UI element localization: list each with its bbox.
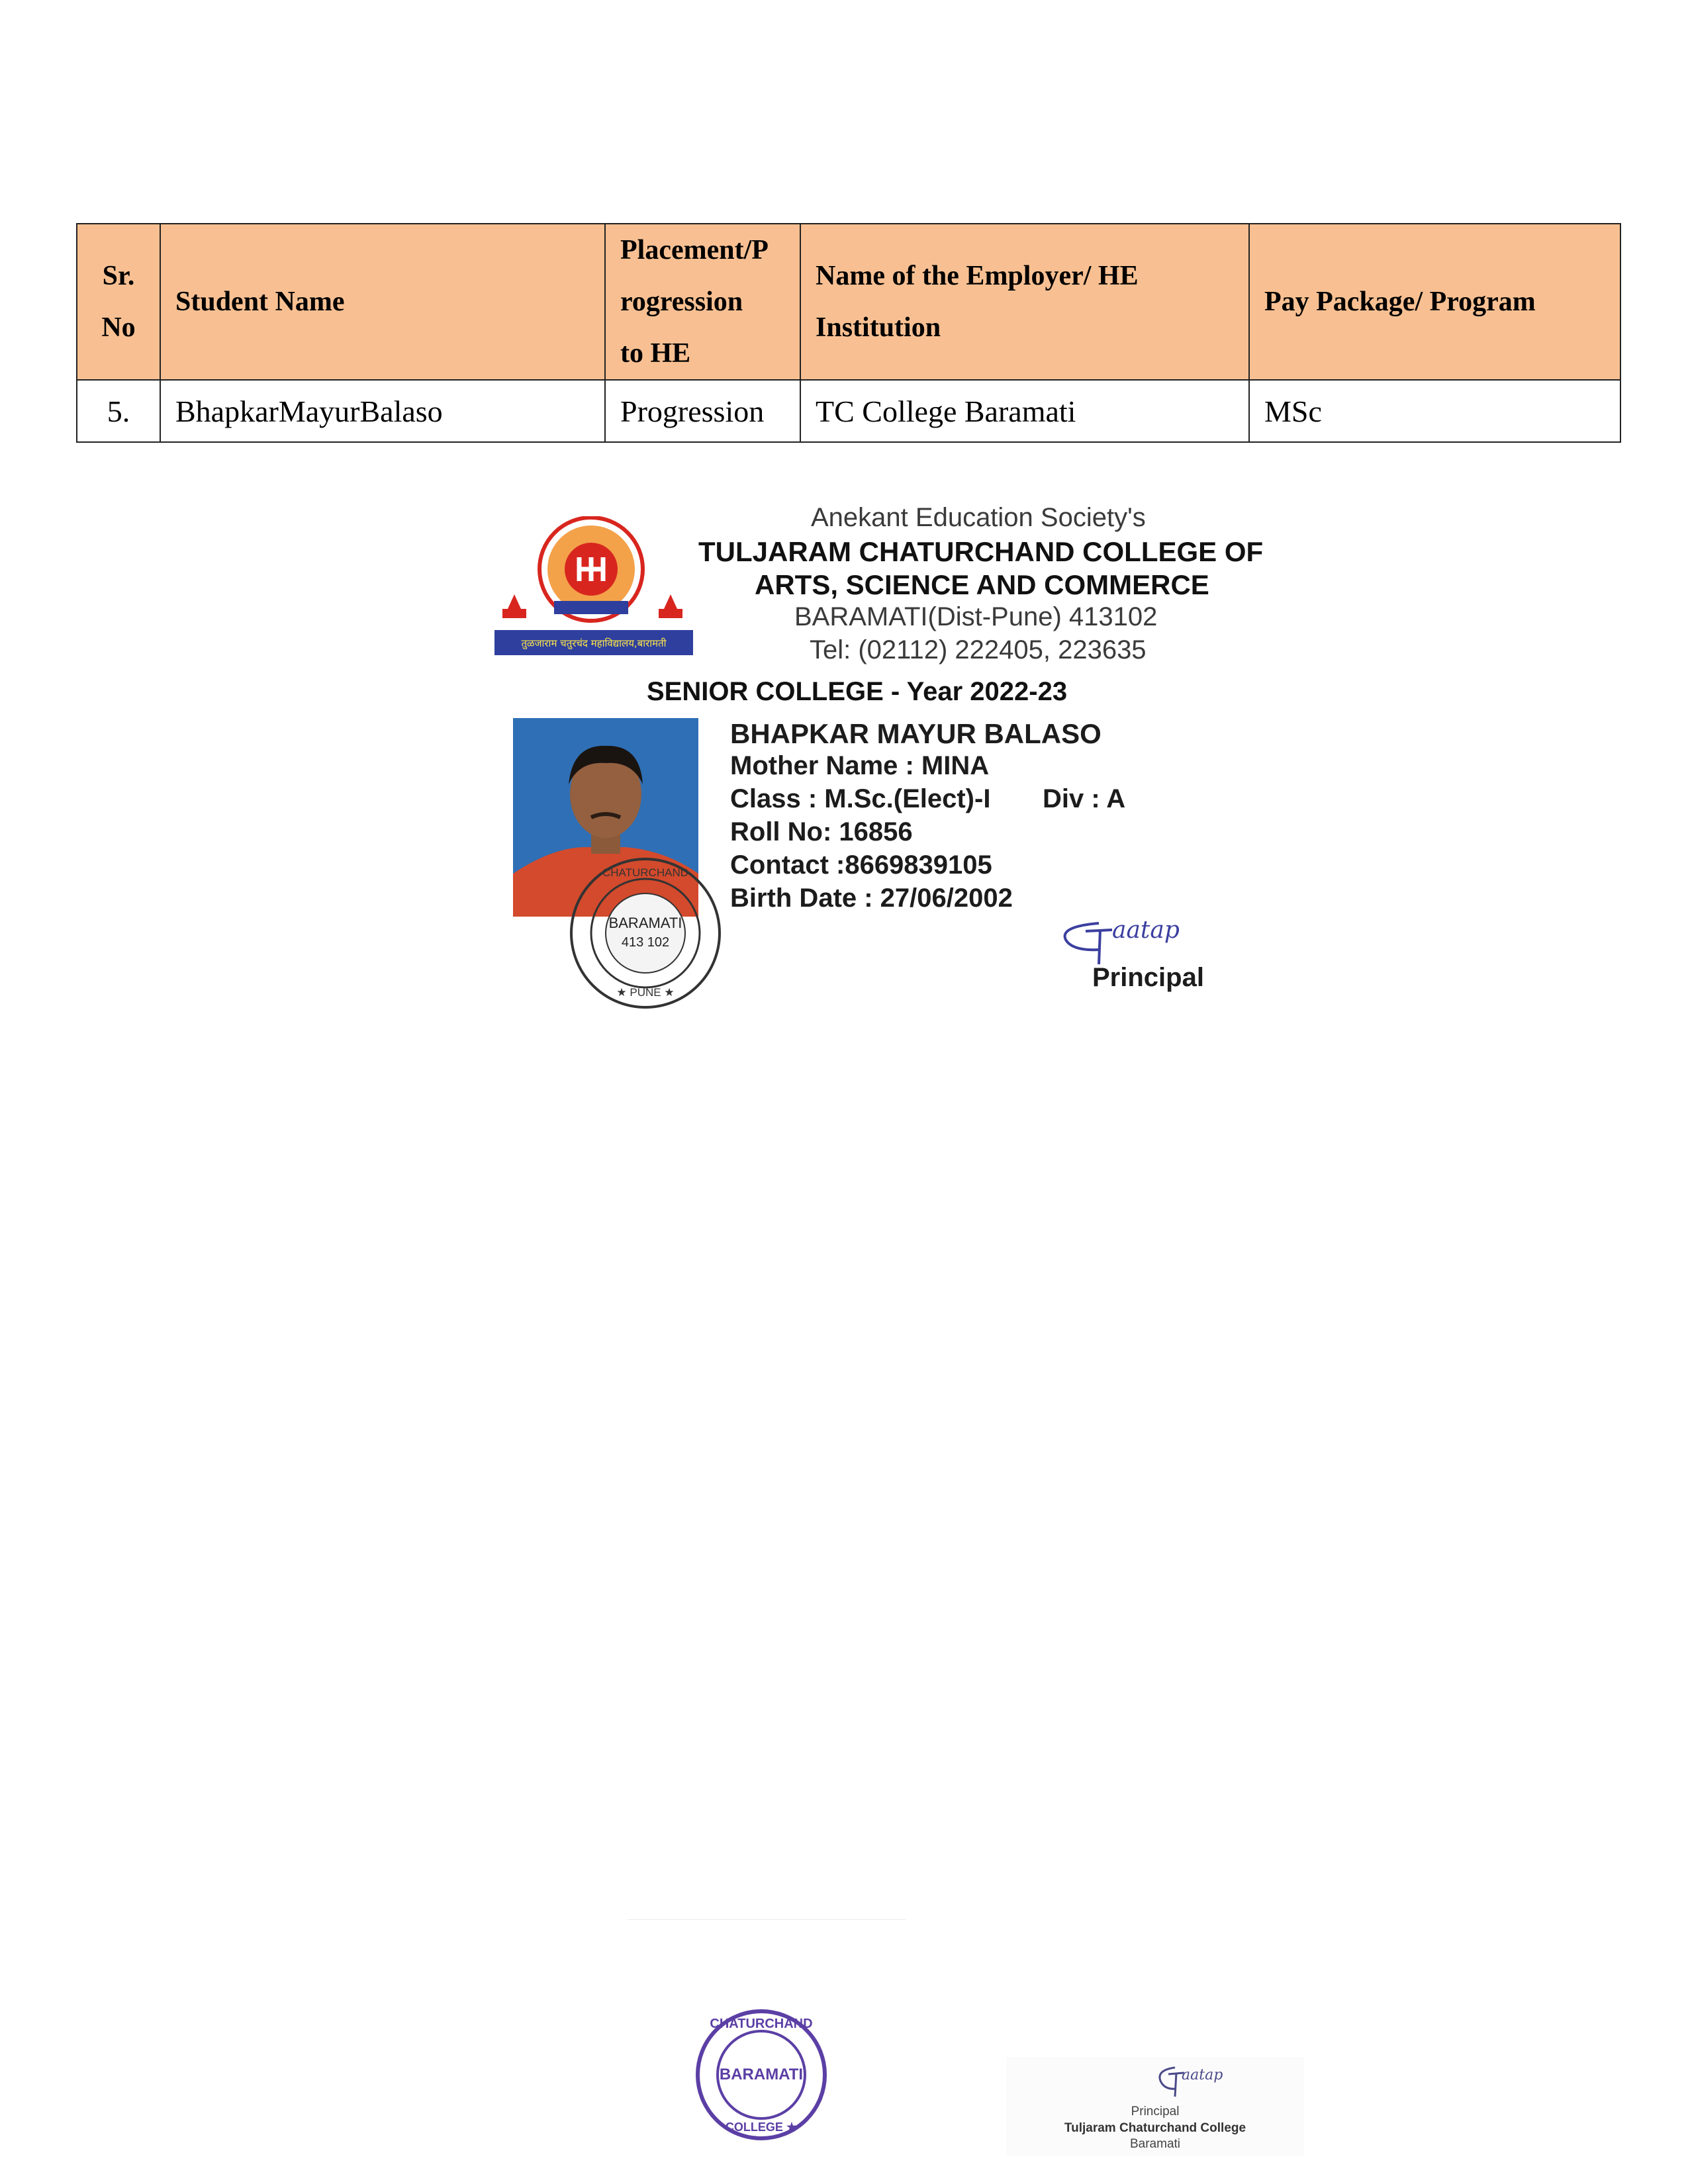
card-birth-date: Birth Date : 27/06/2002: [730, 884, 1013, 913]
svg-text:COLLEGE ★: COLLEGE ★: [725, 2120, 798, 2134]
placement-table: [76, 223, 1621, 443]
card-student-name: BHAPKAR MAYUR BALASO: [730, 718, 1102, 749]
svg-text:CHATURCHAND: CHATURCHAND: [710, 2017, 813, 2031]
card-roll-no: Roll No: 16856: [730, 817, 913, 846]
college-name-line2: ARTS, SCIENCE AND COMMERCE: [755, 569, 1209, 600]
footer-principal-signature: [1006, 2057, 1304, 2156]
college-address: BARAMATI(Dist-Pune) 413102: [794, 602, 1158, 631]
footer-college-seal-icon: [692, 2005, 831, 2144]
footer-divider: [628, 1919, 906, 1920]
svg-text:413 102: 413 102: [621, 935, 670, 950]
header-sr-no: Sr. No: [77, 224, 160, 380]
svg-text:★ PUNE ★: ★ PUNE ★: [616, 986, 675, 999]
card-mother-name: Mother Name : MINA: [730, 751, 990, 780]
table-header-row: [77, 224, 1620, 380]
card-principal-label: Principal: [1092, 963, 1204, 992]
cell-sr-no: 5.: [77, 380, 160, 442]
footer-signatory-title: Principal: [1131, 2105, 1180, 2118]
svg-text:aatap: aatap: [1182, 2067, 1223, 2083]
svg-text:BARAMATI: BARAMATI: [608, 915, 682, 931]
footer-signatory-college: Tuljaram Chaturchand College: [1064, 2121, 1246, 2135]
logo-caption: तुळजाराम चतुरचंद महाविद्यालय,बारामती: [521, 637, 667, 649]
cell-pay: MSc: [1249, 380, 1620, 442]
header-placement: Placement/P rogression to HE: [605, 224, 800, 380]
svg-text:CHATURCHAND: CHATURCHAND: [602, 866, 689, 879]
student-id-card: [493, 500, 1268, 1016]
college-seal-icon: [566, 854, 725, 1013]
college-name-line1: TULJARAM CHATURCHAND COLLEGE OF: [698, 536, 1264, 567]
card-division: Div : A: [1043, 784, 1126, 813]
principal-signature-icon: [1059, 910, 1251, 970]
academic-year: SENIOR COLLEGE - Year 2022-23: [647, 677, 1068, 706]
college-logo-icon: [493, 516, 698, 659]
card-class: Class : M.Sc.(Elect)-I: [730, 784, 991, 813]
svg-text:aatap: aatap: [1112, 917, 1180, 944]
footer-signature-icon: [1155, 2062, 1235, 2099]
header-student-name: Student Name: [160, 224, 605, 380]
card-contact: Contact :8669839105: [730, 850, 992, 880]
table-row: [77, 380, 1620, 442]
footer-signatory-city: Baramati: [1129, 2137, 1181, 2151]
header-employer: Name of the Employer/ HE Institution: [800, 224, 1249, 380]
svg-text:BARAMATI: BARAMATI: [719, 2066, 804, 2083]
cell-employer: TC College Baramati: [800, 380, 1249, 442]
college-telephone: Tel: (02112) 222405, 223635: [810, 635, 1147, 664]
cell-placement: Progression: [605, 380, 800, 442]
header-pay: Pay Package/ Program: [1249, 224, 1620, 380]
society-name: Anekant Education Society's: [811, 503, 1146, 532]
cell-student-name: BhapkarMayurBalaso: [160, 380, 605, 442]
